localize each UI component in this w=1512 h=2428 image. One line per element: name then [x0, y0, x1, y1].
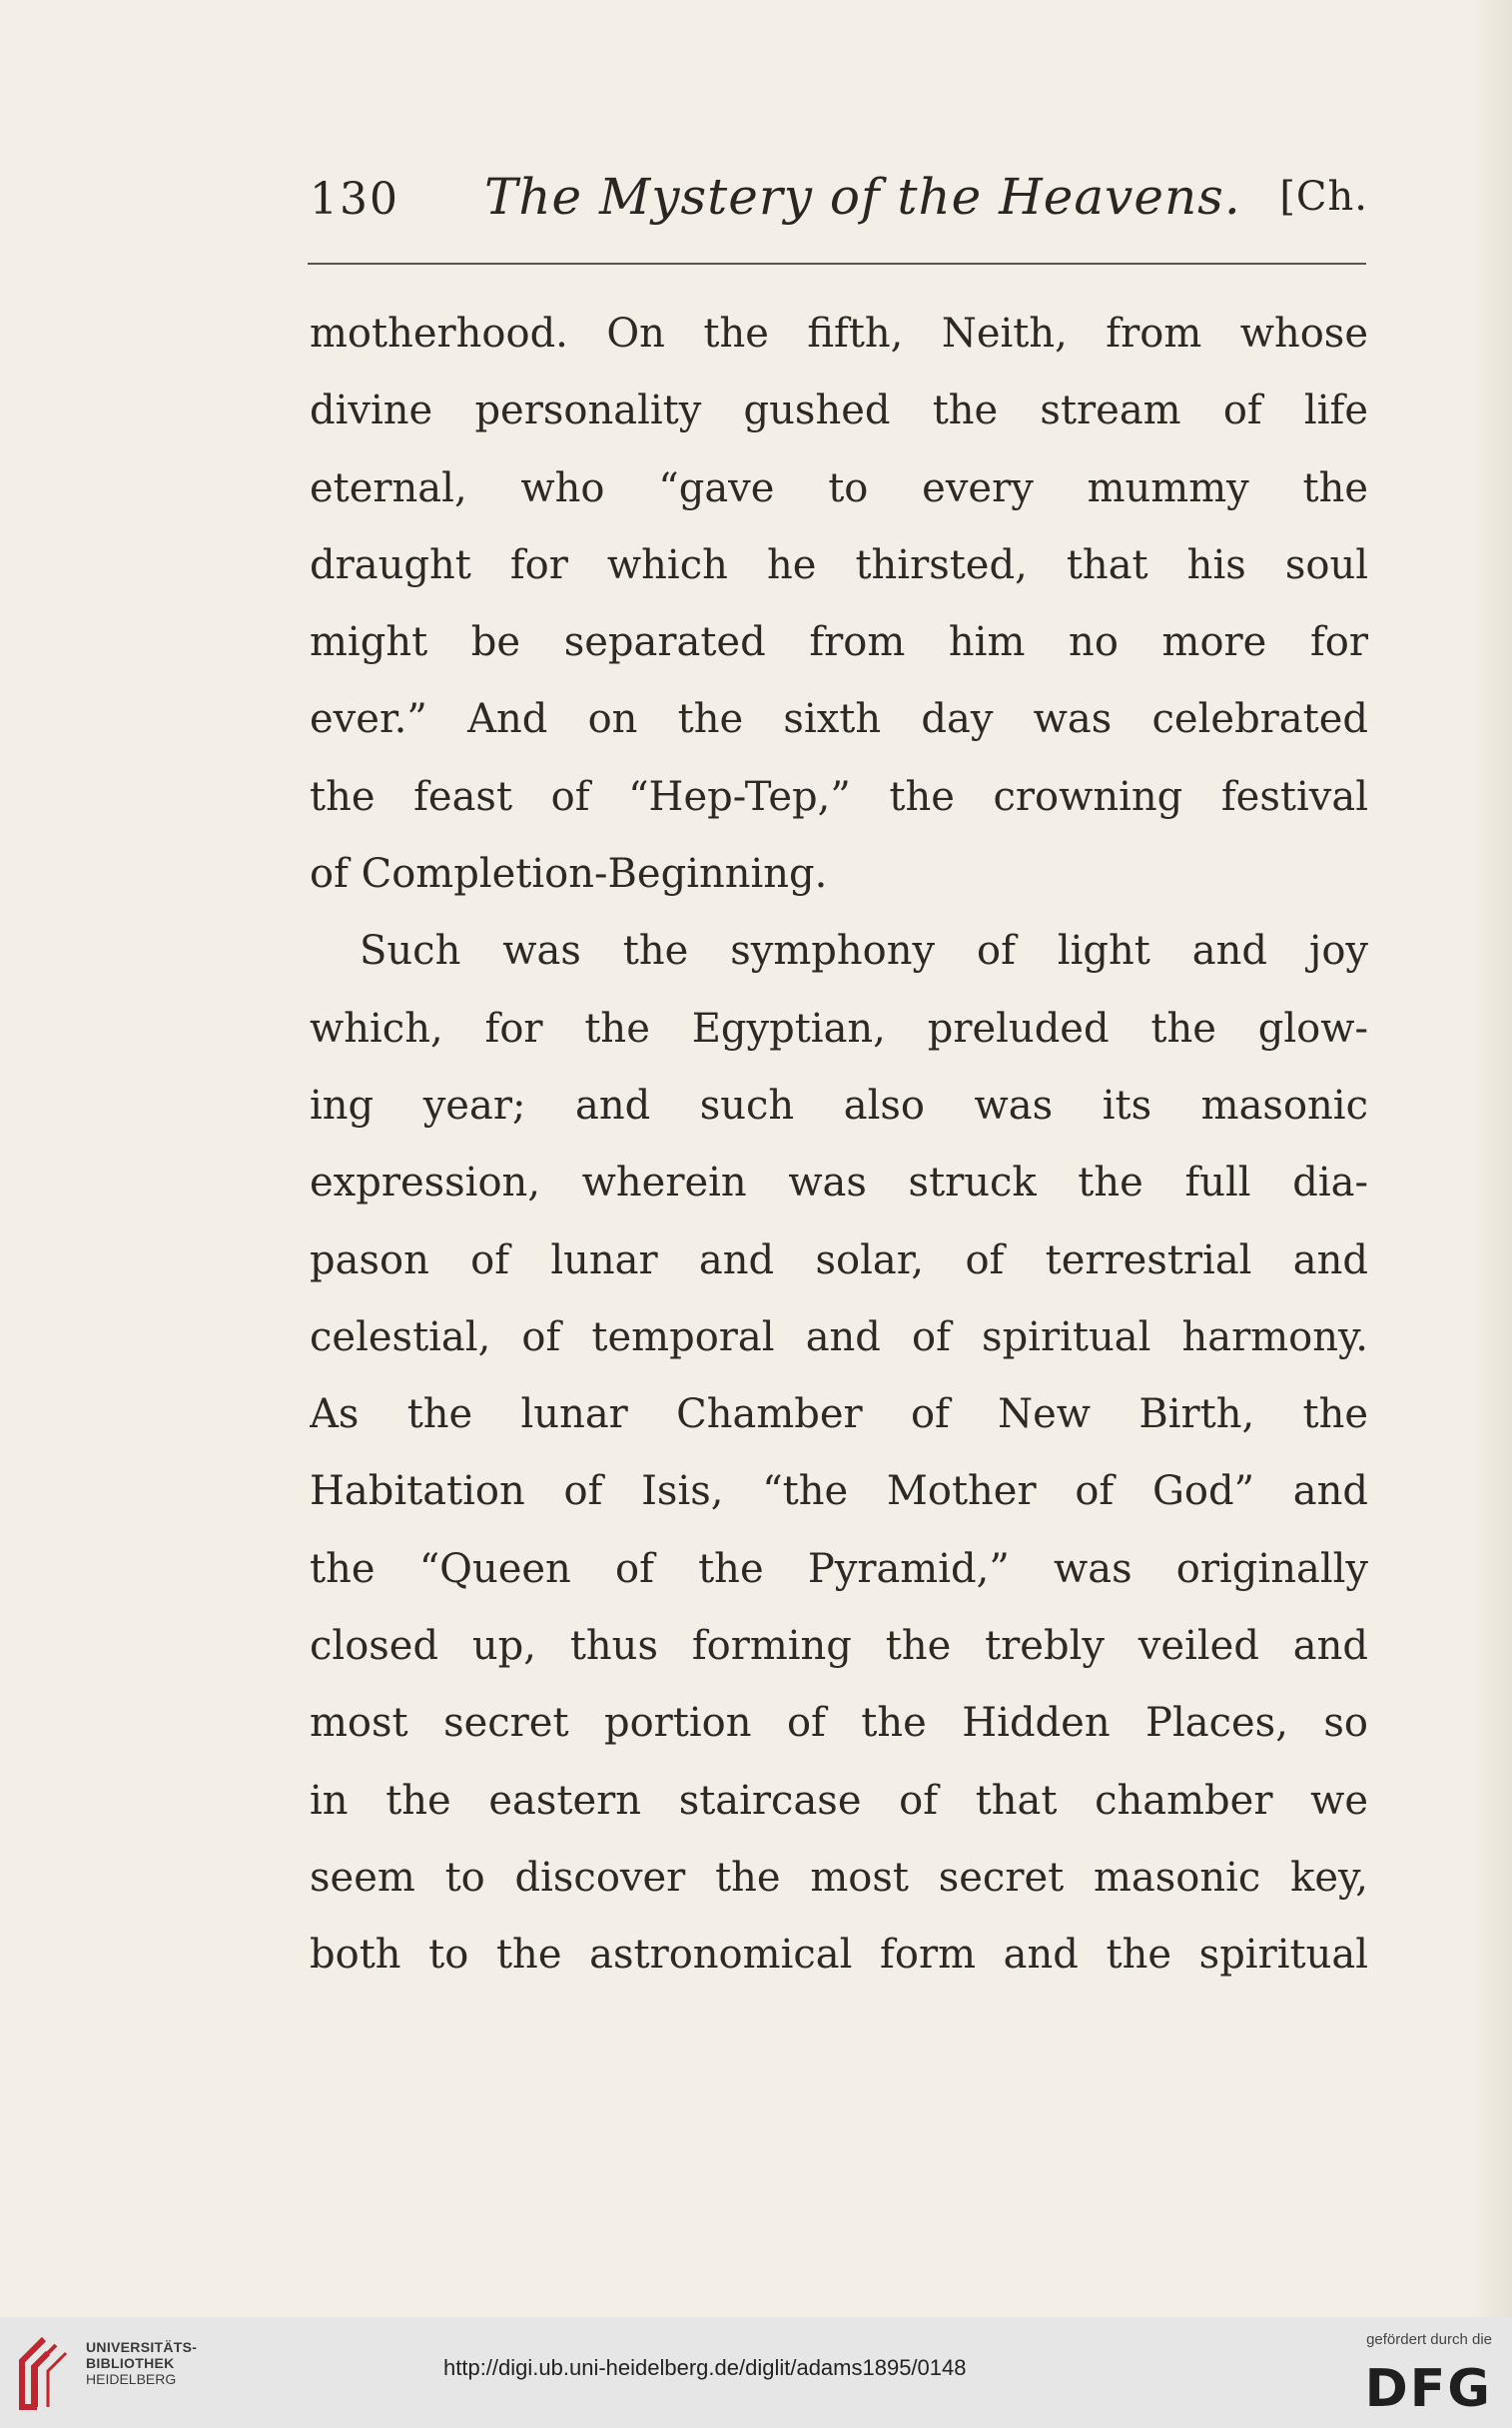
- chapter-mark: [Ch.: [1279, 174, 1368, 220]
- library-name-line: HEIDELBERG: [86, 2371, 177, 2387]
- body-text: [310, 296, 1368, 1995]
- text-line: celestial, of temporal and of spiritual harmony.: [310, 1313, 1368, 1360]
- permalink-url[interactable]: http://digi.ub.uni-heidelberg.de/diglit/adams1895/0148: [443, 2355, 967, 2380]
- running-head: [310, 168, 1368, 248]
- text-line: the feast of “Hep-Tep,” the crowning festival: [310, 773, 1368, 820]
- library-name-line: BIBLIOTHEK: [86, 2355, 175, 2371]
- text-line: the “Queen of the Pyramid,” was originally: [310, 1545, 1368, 1592]
- text-line: ing year; and such also was its masonic: [310, 1082, 1368, 1129]
- text-line: in the eastern staircase of that chamber we: [310, 1777, 1368, 1824]
- text-line: As the lunar Chamber of New Birth, the: [310, 1391, 1368, 1438]
- text-line: seem to discover the most secret masonic key,: [310, 1854, 1368, 1901]
- text-line: ever.” And on the sixth day was celebrated: [310, 696, 1368, 743]
- funder-text: gefördert durch die: [1366, 2331, 1492, 2348]
- text-line: might be separated from him no more for: [310, 619, 1368, 666]
- text-line: divine personality gushed the stream of life: [310, 388, 1368, 434]
- library-name: [86, 2339, 197, 2387]
- text-line: pason of lunar and solar, of terrestrial and: [310, 1236, 1368, 1283]
- dfg-logo: DFG: [1364, 2359, 1492, 2419]
- text-line: of Completion-Beginning.: [310, 851, 828, 898]
- text-line: Habitation of Isis, “the Mother of God” and: [310, 1468, 1368, 1515]
- book-title: The Mystery of the Heavens.: [484, 168, 1241, 226]
- text-line: Such was the symphony of light and joy: [360, 928, 1368, 975]
- page-number: 130: [310, 174, 399, 225]
- text-line: closed up, thus forming the trebly veiled and: [310, 1623, 1368, 1670]
- footer-bar: [0, 2317, 1512, 2428]
- library-logo-icon: [14, 2333, 74, 2413]
- text-line: both to the astronomical form and the spiritual: [310, 1932, 1368, 1979]
- text-line: draught for which he thirsted, that his soul: [310, 541, 1368, 588]
- text-line: most secret portion of the Hidden Places, so: [310, 1700, 1368, 1747]
- header-rule: [308, 263, 1366, 265]
- text-line: eternal, who “gave to every mummy the: [310, 464, 1368, 511]
- text-line: expression, wherein was struck the full dia-: [310, 1160, 1368, 1207]
- text-line: which, for the Egyptian, preluded the glow-: [310, 1005, 1368, 1052]
- text-line: motherhood. On the fifth, Neith, from whose: [310, 311, 1368, 357]
- library-name-line: UNIVERSITÄTS-: [86, 2339, 198, 2355]
